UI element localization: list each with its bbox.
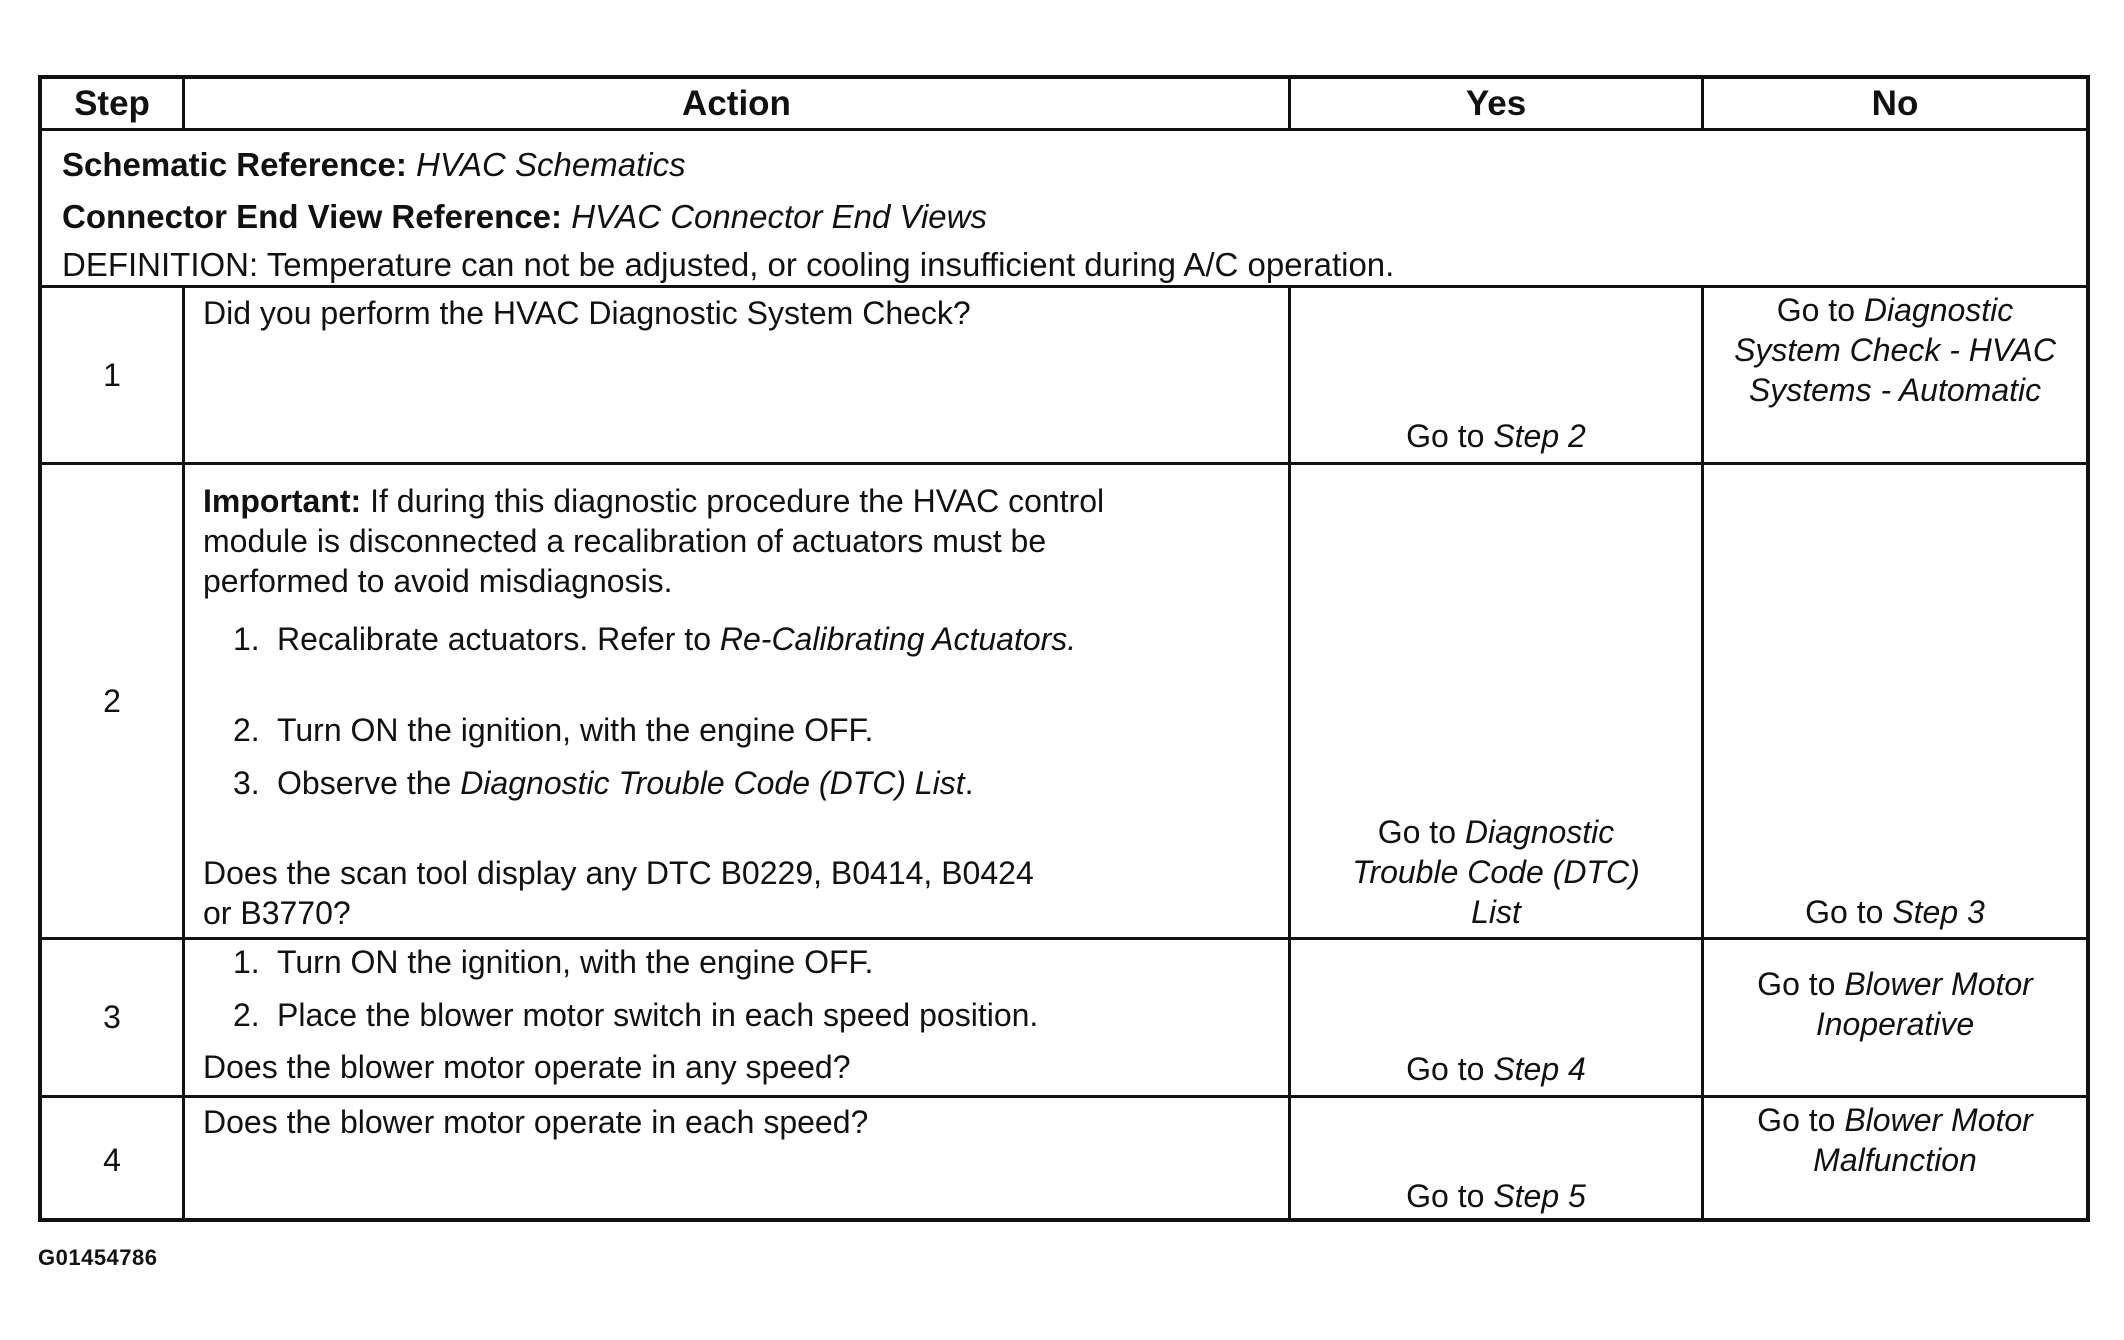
list-item-text: Recalibrate actuators. Refer to — [277, 621, 720, 657]
schematic-reference-link[interactable]: HVAC Schematics — [416, 146, 686, 183]
no-goto — [1704, 964, 2086, 1044]
list-item-text: Turn ON the ignition, with the engine OFF. — [277, 712, 874, 748]
yes-link[interactable]: Diagnostic — [1464, 814, 1615, 850]
connector-reference — [62, 191, 2066, 243]
yes-prefix: Go to — [1406, 418, 1494, 454]
list-item — [233, 710, 1270, 750]
no-link-line-3[interactable]: Systems - Automatic — [1748, 372, 2042, 408]
important-label: Important: — [203, 483, 362, 519]
important-note — [203, 481, 1270, 601]
yes-goto — [1291, 812, 1701, 932]
definition-text: DEFINITION: Temperature can not be adjusted, or cooling insufficient during A/C operation. — [62, 246, 1395, 283]
yes-prefix: Go to — [1377, 814, 1465, 850]
no-link[interactable]: Blower Motor — [1844, 966, 2033, 1002]
no-link-line-2[interactable]: Inoperative — [1815, 1006, 1975, 1042]
yes-link[interactable]: Step 5 — [1493, 1178, 1586, 1214]
header-action: Action — [185, 79, 1291, 128]
header-no: No — [1871, 83, 1919, 123]
action-question — [203, 853, 1270, 933]
action-cell — [185, 940, 1291, 1095]
no-link[interactable]: Step 3 — [1892, 894, 1985, 930]
list-item-text: Observe the — [277, 765, 461, 801]
no-cell — [1704, 940, 2086, 1095]
yes-link[interactable]: Step 4 — [1493, 1051, 1586, 1087]
action-cell — [185, 288, 1291, 462]
important-text-3: performed to avoid misdiagnosis. — [203, 563, 673, 599]
diagnostic-table — [38, 75, 2090, 1222]
important-text-2: module is disconnected a recalibration of actuators must be — [203, 523, 1047, 559]
list-item-number: 2. — [233, 712, 260, 748]
list-item-text: Place the blower motor switch in each speed position. — [277, 997, 1039, 1033]
yes-link[interactable]: Step 2 — [1493, 418, 1586, 454]
yes-link-line-2[interactable]: Trouble Code (DTC) — [1352, 854, 1640, 890]
yes-goto — [1291, 1176, 1701, 1216]
yes-prefix: Go to — [1406, 1178, 1494, 1214]
yes-goto — [1291, 1049, 1701, 1089]
list-item — [233, 763, 1270, 803]
no-prefix: Go to — [1776, 292, 1864, 328]
action-cell — [185, 1098, 1291, 1222]
no-link-line-2[interactable]: System Check - HVAC — [1734, 332, 2056, 368]
table-row — [42, 465, 2086, 940]
step-number: 1 — [42, 288, 185, 462]
yes-cell — [1291, 1098, 1704, 1222]
no-cell — [1704, 465, 2086, 937]
yes-goto — [1291, 416, 1701, 456]
no-prefix: Go to — [1757, 966, 1845, 1002]
reference-block — [62, 139, 2066, 287]
schematic-reference-label: Schematic Reference: — [62, 146, 407, 183]
no-cell — [1704, 288, 2086, 462]
list-item-text: Turn ON the ignition, with the engine OFF. — [277, 944, 874, 980]
no-goto — [1704, 1100, 2086, 1180]
question-line-2: or B3770? — [203, 895, 351, 931]
step-number: 4 — [42, 1098, 185, 1222]
header-yes: Yes — [1291, 79, 1704, 128]
list-item-number: 1. — [233, 944, 260, 980]
table-header-row — [42, 79, 2086, 131]
list-item-end: . — [964, 765, 974, 801]
no-link[interactable]: Blower Motor — [1844, 1102, 2033, 1138]
action-question: Did you perform the HVAC Diagnostic System Check? — [203, 295, 971, 331]
list-item-number: 1. — [233, 621, 260, 657]
list-item — [233, 942, 1270, 982]
list-item-number: 2. — [233, 997, 260, 1033]
dtc-list-link[interactable]: Diagnostic Trouble Code (DTC) List — [460, 765, 965, 801]
no-prefix: Go to — [1757, 1102, 1845, 1138]
no-link[interactable]: Diagnostic — [1863, 292, 2014, 328]
yes-prefix: Go to — [1406, 1051, 1494, 1087]
no-cell — [1704, 1098, 2086, 1222]
reference-row — [42, 131, 2086, 288]
action-question: Does the blower motor operate in each speed? — [203, 1104, 869, 1140]
yes-cell — [1291, 288, 1704, 462]
step-number: 2 — [42, 465, 185, 937]
connector-reference-label: Connector End View Reference: — [62, 198, 563, 235]
yes-cell — [1291, 940, 1704, 1095]
list-item — [233, 619, 1270, 659]
recalibrating-actuators-link[interactable]: Re-Calibrating Actuators. — [719, 621, 1077, 657]
list-item-number: 3. — [233, 765, 260, 801]
no-goto — [1704, 892, 2086, 932]
header-step: Step — [42, 79, 185, 128]
table-row — [42, 1098, 2086, 1222]
connector-reference-link[interactable]: HVAC Connector End Views — [571, 198, 987, 235]
yes-cell — [1291, 465, 1704, 937]
list-item — [233, 995, 1270, 1035]
no-link-line-2[interactable]: Malfunction — [1813, 1142, 1977, 1178]
no-prefix: Go to — [1805, 894, 1893, 930]
question-line-1: Does the scan tool display any DTC B0229, B0414, B0424 — [203, 855, 1034, 891]
action-question: Does the blower motor operate in any speed? — [203, 1049, 851, 1085]
step-number: 3 — [42, 940, 185, 1095]
figure-code: G01454786 — [38, 1245, 158, 1270]
table-row — [42, 288, 2086, 465]
schematic-reference — [62, 139, 2066, 191]
important-text-1: If during this diagnostic procedure the HVAC control — [361, 483, 1105, 519]
yes-link-line-3[interactable]: List — [1471, 894, 1521, 930]
table-row — [42, 940, 2086, 1098]
action-cell — [185, 465, 1291, 937]
no-goto — [1704, 290, 2086, 410]
